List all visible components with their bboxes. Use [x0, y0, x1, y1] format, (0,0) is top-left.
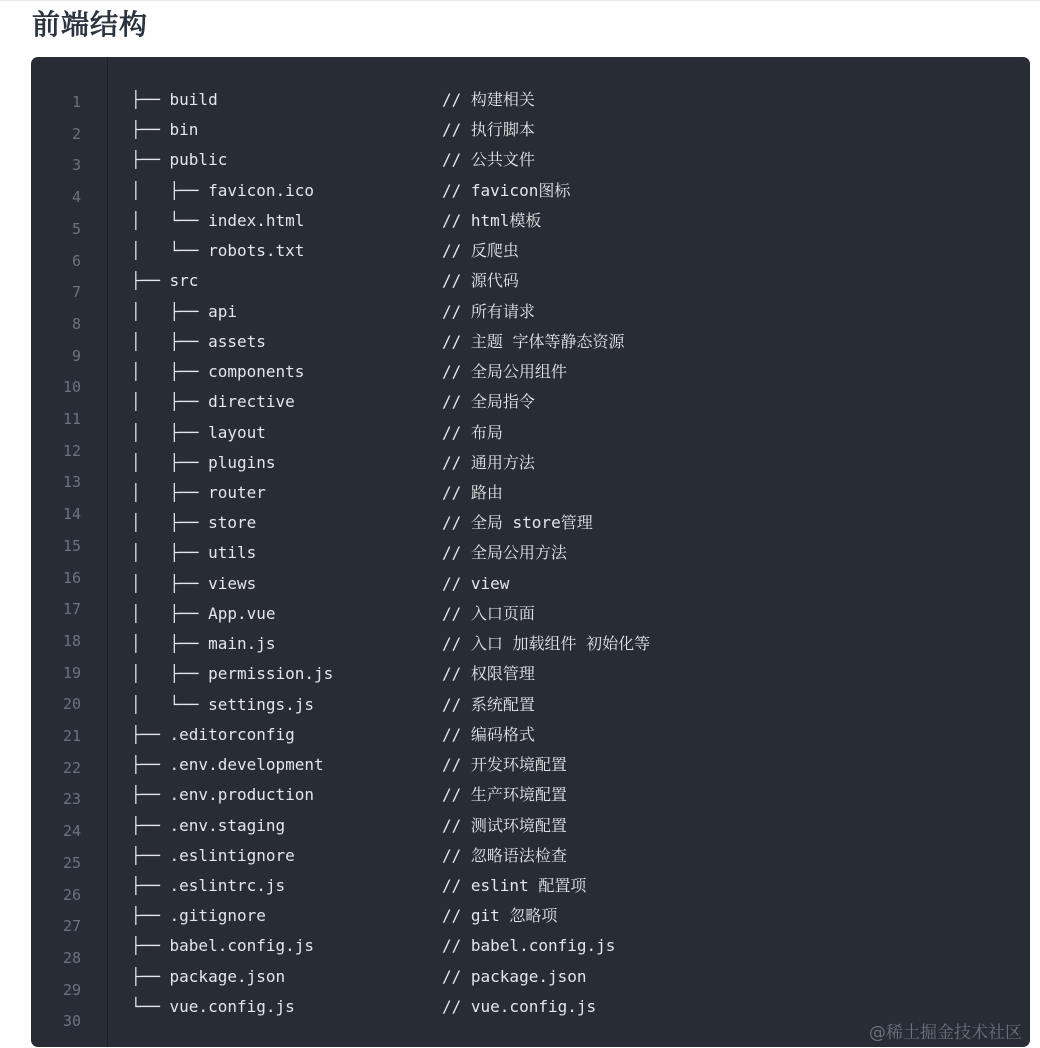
code-line [131, 145, 535, 175]
code-comment: // 编码格式 [442, 724, 535, 744]
code-line [131, 418, 503, 448]
tree-entry: │ ├── utils [131, 543, 257, 563]
code-line [131, 206, 542, 236]
code-comment: // 测试环境配置 [442, 815, 567, 835]
tree-entry: ├── .env.production [131, 785, 315, 805]
tree-entry: ├── .eslintignore [131, 845, 295, 865]
page-title: 前端结构 [32, 8, 149, 41]
code-line [131, 357, 567, 387]
code-block [31, 57, 1030, 1047]
line-number: 30 [62, 1012, 81, 1031]
line-number: 8 [71, 314, 81, 333]
code-comment: // git 忽略项 [442, 906, 558, 926]
tree-entry: │ ├── views [131, 573, 257, 593]
line-number: 4 [71, 188, 81, 207]
line-number: 6 [71, 251, 81, 270]
code-line [131, 750, 567, 780]
code-line [131, 176, 571, 206]
code-comment: // 所有请求 [442, 301, 535, 321]
code-comment: // 入口 加载组件 初始化等 [442, 634, 651, 654]
tree-entry: │ ├── permission.js [131, 664, 334, 684]
code-line [131, 599, 535, 629]
code-line [131, 871, 587, 901]
code-line [131, 85, 535, 115]
line-number: 21 [62, 727, 81, 745]
line-number: 5 [71, 219, 81, 238]
tree-entry: │ ├── plugins [131, 452, 276, 472]
code-comment: // 系统配置 [442, 694, 535, 714]
tree-entry: ├── package.json [131, 966, 286, 986]
watermark: @稀土掘金技术社区 [869, 1023, 1022, 1043]
line-number: 15 [62, 536, 81, 555]
code-comment: // 公共文件 [442, 150, 535, 170]
code-comment: // 执行脚本 [442, 120, 535, 140]
line-number: 9 [71, 346, 81, 365]
code-line [131, 962, 587, 992]
tree-entry: │ ├── assets [131, 331, 266, 351]
line-number: 18 [62, 631, 81, 650]
line-number: 3 [71, 156, 81, 175]
tree-entry: └── vue.config.js [131, 996, 295, 1016]
line-number: 22 [62, 758, 81, 777]
tree-entry: │ ├── directive [131, 392, 295, 412]
code-line [131, 629, 651, 659]
code-line [131, 448, 535, 478]
code-comment: // 入口页面 [442, 603, 535, 623]
tree-entry: │ ├── router [131, 482, 266, 502]
code-comment: // html模板 [442, 210, 542, 230]
code-line [131, 659, 535, 689]
code-comment: // 全局公用组件 [442, 362, 567, 382]
code-line [131, 720, 535, 750]
code-comment: // 反爬虫 [442, 241, 519, 261]
code-line [131, 931, 616, 961]
tree-entry: ├── .editorconfig [131, 724, 295, 744]
code-comment: // 生产环境配置 [442, 785, 567, 805]
code-comment: // 忽略语法检查 [442, 845, 567, 865]
code-line [131, 690, 535, 720]
code-line [131, 901, 558, 931]
tree-entry: │ ├── components [131, 362, 305, 382]
code-comment: // 权限管理 [442, 664, 535, 684]
line-number: 23 [62, 790, 81, 809]
tree-entry: │ └── index.html [131, 210, 305, 230]
code-line [131, 992, 597, 1022]
tree-entry: │ ├── store [131, 513, 257, 533]
code-line [131, 115, 535, 145]
line-number: 14 [62, 505, 81, 524]
code-comment: // eslint 配置项 [442, 875, 587, 895]
code-line [131, 297, 535, 327]
code-line [131, 327, 625, 357]
code-line [131, 508, 593, 538]
code-comment: // 布局 [442, 422, 503, 442]
code-comment: // 通用方法 [442, 452, 535, 472]
tree-entry: │ ├── layout [131, 422, 266, 442]
tree-entry: ├── babel.config.js [131, 936, 315, 956]
line-number: 12 [62, 441, 81, 460]
tree-entry: │ └── robots.txt [131, 241, 305, 261]
line-number: 25 [62, 853, 81, 872]
line-number: 19 [62, 663, 81, 682]
tree-entry: ├── .gitignore [131, 906, 266, 926]
line-number: 16 [62, 568, 81, 587]
tree-entry: │ └── settings.js [131, 694, 315, 714]
line-number: 11 [62, 410, 81, 428]
line-number: 2 [71, 124, 81, 143]
line-number: 7 [71, 283, 81, 302]
code-comment: // 全局公用方法 [442, 543, 567, 563]
line-number: 26 [62, 885, 81, 904]
tree-entry: │ ├── favicon.ico [131, 180, 315, 200]
line-number: 29 [62, 980, 81, 999]
line-number: 10 [62, 378, 81, 397]
code-line [131, 811, 567, 841]
tree-entry: ├── build [131, 90, 218, 109]
code-comment: // package.json [442, 966, 587, 986]
code-comment: // 构建相关 [442, 90, 535, 109]
line-number: 1 [71, 93, 81, 111]
line-number: 20 [62, 695, 81, 714]
code-comment: // vue.config.js [442, 996, 597, 1016]
code-comment: // 主题 字体等静态资源 [442, 331, 625, 351]
code-line [131, 780, 567, 810]
code-line [131, 569, 510, 599]
line-number: 27 [62, 917, 81, 936]
tree-entry: ├── .env.staging [131, 815, 286, 835]
code-line [131, 538, 567, 568]
line-number: 28 [62, 948, 81, 967]
tree-entry: ├── bin [131, 120, 199, 140]
code-comment: // 源代码 [442, 271, 519, 291]
tree-entry: ├── src [131, 271, 199, 291]
tree-entry: │ ├── main.js [131, 634, 276, 654]
line-number: 24 [62, 822, 81, 841]
code-line [131, 266, 519, 296]
code-line [131, 478, 503, 508]
line-number: 17 [62, 600, 81, 619]
code-line [131, 236, 519, 266]
code-comment: // 路由 [442, 482, 503, 502]
code-comment: // view [442, 573, 510, 593]
code-comment: // 开发环境配置 [442, 755, 567, 775]
code-comment: // favicon图标 [442, 180, 571, 200]
line-number-gutter [31, 57, 108, 1047]
code-line [131, 841, 567, 871]
code-comment: // 全局指令 [442, 392, 535, 412]
tree-entry: │ ├── App.vue [131, 603, 276, 623]
tree-entry: ├── .env.development [131, 755, 324, 775]
code-comment: // 全局 store管理 [442, 513, 593, 533]
line-number: 13 [62, 473, 81, 492]
code-line [131, 387, 535, 417]
tree-entry: ├── public [131, 150, 228, 170]
code-comment: // babel.config.js [442, 936, 616, 956]
tree-entry: │ ├── api [131, 301, 237, 321]
tree-entry: ├── .eslintrc.js [131, 875, 286, 895]
